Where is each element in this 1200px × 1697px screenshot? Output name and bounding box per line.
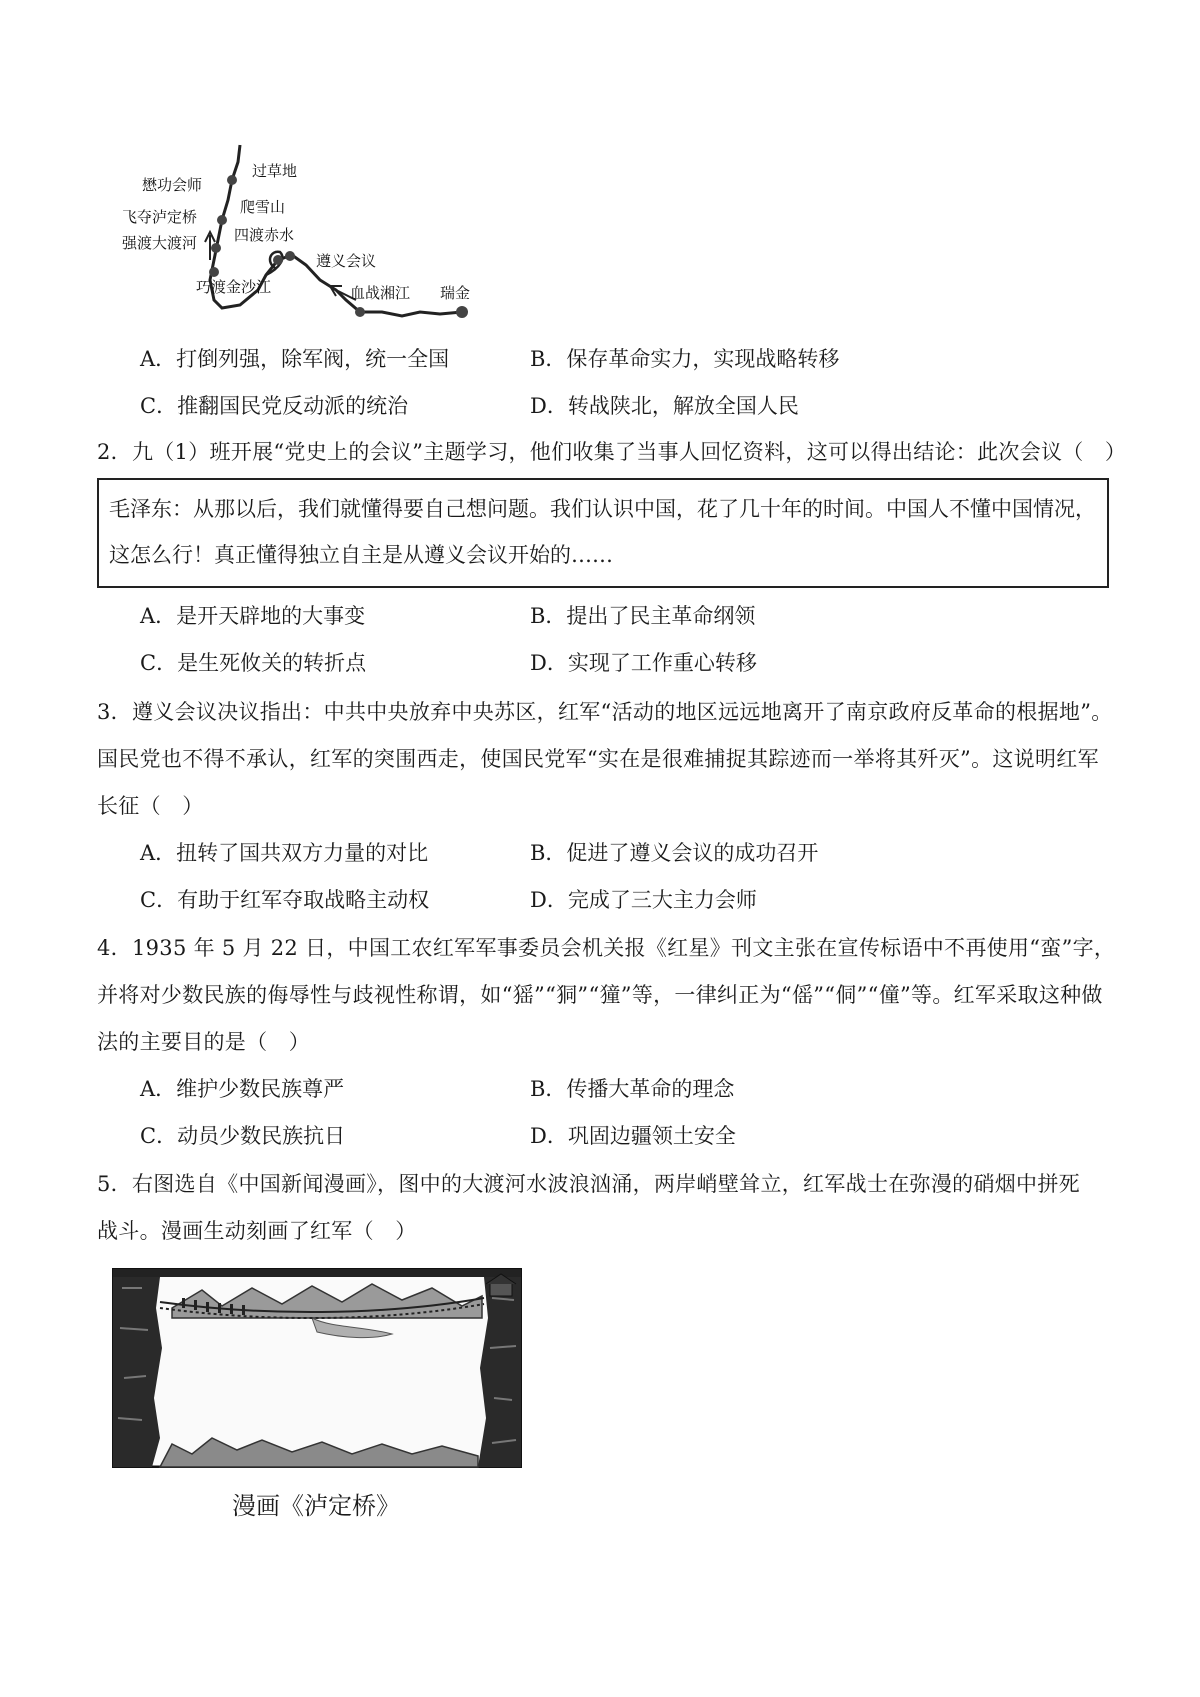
q3-option-d: D．完成了三大主力会师 bbox=[530, 888, 757, 912]
q2-option-a: A．是开天辟地的大事变 bbox=[140, 604, 366, 628]
waypoint-dot bbox=[217, 215, 227, 225]
q5-stem-line-1: 5．右图选自《中国新闻漫画》，图中的大渡河水波浪汹涌，两岸峭壁耸立，红军战士在弥漫的硝烟中拼死 bbox=[97, 1172, 1080, 1196]
q2-quote-line-2: 这怎么行！真正懂得独立自主是从遵义会议开始的…… bbox=[109, 543, 613, 567]
q3-stem-line-2: 国民党也不得不承认，红军的突围西走，使国民党军“实在是很难捕捉其踪迹而一举将其歼灭”。这说明红军 bbox=[97, 747, 1099, 771]
long-march-route-map bbox=[110, 140, 490, 330]
map-label-ruijin: 瑞金 bbox=[440, 284, 471, 302]
waypoint-dot bbox=[227, 175, 237, 185]
waypoint-dot bbox=[355, 307, 365, 317]
q2-option-c: C．是生死攸关的转折点 bbox=[140, 651, 367, 675]
waypoint-dot bbox=[209, 267, 219, 277]
cartoon-caption: 漫画《泸定桥》 bbox=[232, 1492, 400, 1520]
map-label-sidu: 四渡赤水 bbox=[234, 226, 295, 244]
q3-option-b: B．促进了遵义会议的成功召开 bbox=[530, 841, 819, 865]
q2-option-b: B．提出了民主革命纲领 bbox=[530, 604, 756, 628]
q3-stem-line-3: 长征（ ） bbox=[97, 794, 204, 818]
q5-stem-line-2: 战斗。漫画生动刻画了红军（ ） bbox=[97, 1219, 417, 1243]
map-label-jinsha: 巧渡金沙江 bbox=[196, 278, 272, 296]
q2-quote-line-1: 毛泽东：从那以后，我们就懂得要自己想问题。我们认识中国，花了几十年的时间。中国人不懂中国情况， bbox=[109, 497, 1096, 521]
map-label-guocaodi: 过草地 bbox=[252, 162, 298, 180]
q4-option-b: B．传播大革命的理念 bbox=[530, 1077, 735, 1101]
q4-stem-line-1: 4．1935 年 5 月 22 日，中国工农红军军事委员会机关报《红星》刊文主张在宣传标语中不再使用“蛮”字， bbox=[97, 936, 1116, 960]
q4-stem-line-3: 法的主要目的是（ ） bbox=[97, 1030, 310, 1054]
q4-option-d: D．巩固边疆领土安全 bbox=[530, 1124, 736, 1148]
q3-option-c: C．有助于红军夺取战略主动权 bbox=[140, 888, 430, 912]
q1-option-b: B．保存革命实力，实现战略转移 bbox=[530, 347, 840, 371]
waypoint-dot bbox=[211, 243, 221, 253]
q1-option-d: D．转战陕北，解放全国人民 bbox=[530, 394, 799, 418]
q4-stem-line-2: 并将对少数民族的侮辱性与歧视性称谓，如“猺”“狪”“獞”等，一律纠正为“傜”“侗”“僮”等。红军采取这种做 bbox=[97, 983, 1103, 1007]
map-label-dadu: 强渡大渡河 bbox=[122, 234, 198, 252]
q3-option-a: A．扭转了国共双方力量的对比 bbox=[140, 841, 429, 865]
map-label-maogong: 懋功会师 bbox=[142, 176, 203, 194]
q4-option-c: C．动员少数民族抗日 bbox=[140, 1124, 346, 1148]
q2-option-d: D．实现了工作重心转移 bbox=[530, 651, 757, 675]
waypoint-dot bbox=[285, 251, 295, 261]
q3-stem-line-1: 3．遵义会议决议指出：中共中央放弃中央苏区，红军“活动的地区远远地离开了南京政府反革命的根据地”。 bbox=[97, 700, 1113, 724]
map-label-luding: 飞夺泸定桥 bbox=[122, 208, 198, 226]
map-label-paxueshan: 爬雪山 bbox=[240, 198, 286, 216]
q1-option-c: C．推翻国民党反动派的统治 bbox=[140, 394, 409, 418]
map-label-xiangjiang: 血战湘江 bbox=[350, 284, 411, 302]
waypoint-dot bbox=[456, 306, 468, 318]
q2-stem: 2．九（1）班开展“党史上的会议”主题学习，他们收集了当事人回忆资料，这可以得出结论：此次会议（ ） bbox=[97, 440, 1127, 464]
q4-option-a: A．维护少数民族尊严 bbox=[140, 1077, 345, 1101]
waypoint-dot bbox=[273, 255, 283, 265]
q2-quote-box bbox=[97, 478, 1109, 588]
map-label-zunyi: 遵义会议 bbox=[316, 252, 377, 270]
q1-option-a: A．打倒列强，除军阀，统一全国 bbox=[140, 347, 450, 371]
luding-bridge-cartoon bbox=[112, 1268, 522, 1468]
left-cliff bbox=[113, 1277, 162, 1467]
